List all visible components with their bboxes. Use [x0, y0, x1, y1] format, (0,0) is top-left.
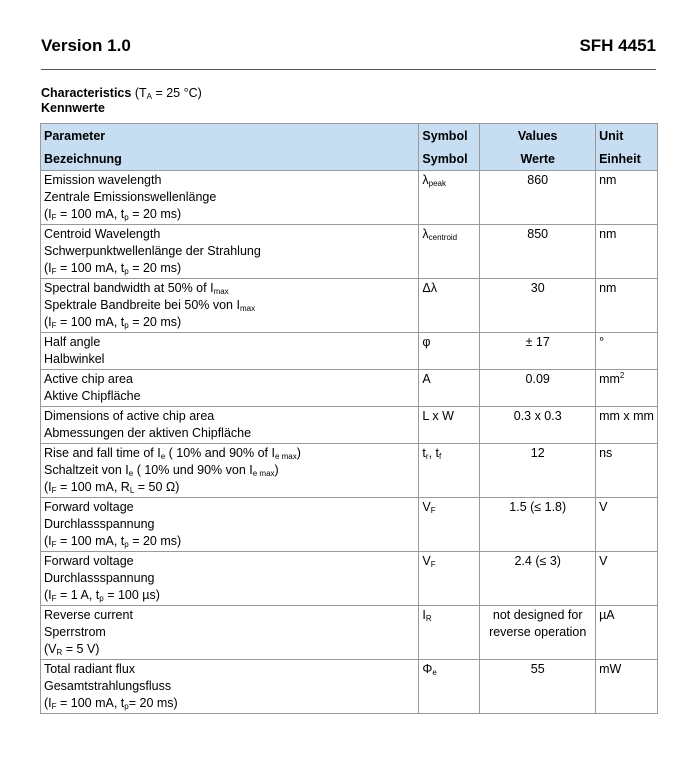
parameter-cell — [41, 225, 419, 279]
parameter-cell — [41, 171, 419, 225]
value-cell: 0.3 x 0.3 — [480, 407, 596, 444]
test-condition: ($I_F = 100$ mA, $R_L = 50$ Ω) — [44, 480, 180, 495]
unit-cell: V — [596, 552, 658, 606]
section-condition: ($T_A = 25$ °C) — [134, 86, 202, 101]
symbol-cell: $I_R$ — [419, 606, 480, 660]
value-cell: 850 — [480, 225, 596, 279]
parameter-de: Sperrstrom — [44, 625, 106, 639]
symbol-cell: A — [419, 370, 480, 407]
test-condition: ($I_F = 100$ mA, $t_p= 20$ ms) — [44, 696, 178, 711]
parameter-de: Spektrale Bandbreite bei 50% von $I_{max}$ — [44, 298, 256, 313]
symbol-cell: $\lambda_{centroid}$ — [419, 225, 480, 279]
test-condition: ($I_F = 100$ mA, $t_p = 20$ ms) — [44, 207, 182, 222]
parameter-en: Rise and fall time of $I_e$ ( 10% and 90% of $I_{e max}$) — [44, 446, 301, 461]
table-row — [41, 279, 658, 333]
parameter-de: Schaltzeit von $I_e$ ( 10% und 90% von $I_{e max}$) — [44, 463, 279, 478]
parameter-de: Durchlassspannung — [44, 517, 155, 531]
unit-cell: ns — [596, 444, 658, 498]
symbol-cell: φ — [419, 333, 480, 370]
col-header-symbol: Symbol — [419, 124, 480, 148]
parameter-de: Aktive Chipfläche — [44, 389, 141, 403]
symbol-cell: $V_F$ — [419, 498, 480, 552]
table-row — [41, 225, 658, 279]
value-cell: 55 — [480, 660, 596, 714]
table-row — [41, 498, 658, 552]
parameter-cell — [41, 407, 419, 444]
parameter-de: Zentrale Emissionswellenlänge — [44, 190, 217, 204]
section-subtitle: Kennwerte — [41, 101, 105, 115]
col-header-bezeichnung: Bezeichnung — [41, 147, 419, 171]
parameter-cell — [41, 498, 419, 552]
parameter-de: Gesamtstrahlungsfluss — [44, 679, 172, 693]
parameter-de: Durchlassspannung — [44, 571, 155, 585]
value-cell: 30 — [480, 279, 596, 333]
parameter-cell — [41, 279, 419, 333]
parameter-de: Halbwinkel — [44, 352, 105, 366]
unit-cell: nm — [596, 225, 658, 279]
header-divider — [41, 69, 656, 70]
part-number: SFH 4451 — [579, 36, 656, 55]
col-header-parameter: Parameter — [41, 124, 419, 148]
table-row — [41, 407, 658, 444]
symbol-cell: L x W — [419, 407, 480, 444]
symbol-cell: $V_F$ — [419, 552, 480, 606]
parameter-en: Emission wavelength — [44, 173, 162, 187]
parameter-cell — [41, 333, 419, 370]
parameter-en: Spectral bandwidth at 50% of $I_{max}$ — [44, 281, 229, 296]
test-condition: ($I_F = 100$ mA, $t_p = 20$ ms) — [44, 315, 182, 330]
header-row-en — [41, 124, 658, 148]
symbol-cell: Δλ — [419, 279, 480, 333]
unit-cell: nm — [596, 279, 658, 333]
unit-cell: mW — [596, 660, 658, 714]
parameter-en: Half angle — [44, 335, 101, 349]
unit-cell: nm — [596, 171, 658, 225]
header-row-de — [41, 147, 658, 171]
parameter-cell — [41, 606, 419, 660]
col-header-werte: Werte — [480, 147, 596, 171]
parameter-en: Reverse current — [44, 608, 133, 622]
table-row — [41, 660, 658, 714]
table-row — [41, 333, 658, 370]
parameter-en: Forward voltage — [44, 554, 134, 568]
parameter-en: Dimensions of active chip area — [44, 409, 215, 423]
unit-cell: ° — [596, 333, 658, 370]
version-label: Version 1.0 — [41, 36, 131, 55]
table-row — [41, 444, 658, 498]
parameter-en: Centroid Wavelength — [44, 227, 161, 241]
parameter-de: Abmessungen der aktiven Chipfläche — [44, 426, 252, 440]
symbol-cell: $\lambda_{peak}$ — [419, 171, 480, 225]
table-row — [41, 370, 658, 407]
table-body — [41, 171, 658, 714]
parameter-de: Schwerpunktwellenlänge der Strahlung — [44, 244, 261, 258]
value-cell: 12 — [480, 444, 596, 498]
parameter-en: Active chip area — [44, 372, 133, 386]
parameter-cell — [41, 552, 419, 606]
symbol-cell: $\Phi_e$ — [419, 660, 480, 714]
value-cell: 0.09 — [480, 370, 596, 407]
unit-cell: V — [596, 498, 658, 552]
unit-cell: $mm^2$ — [596, 370, 658, 407]
test-condition: ($V_R = 5$ V) — [44, 642, 100, 657]
value-cell: not designed for reverse operation — [480, 606, 596, 660]
col-header-values: Values — [480, 124, 596, 148]
value-cell: 1.5 (≤ 1.8) — [480, 498, 596, 552]
value-cell: ± 17 — [480, 333, 596, 370]
parameter-cell — [41, 444, 419, 498]
table-row — [41, 171, 658, 225]
page-header — [41, 36, 656, 56]
symbol-cell: $t_r$, $t_f$ — [419, 444, 480, 498]
value-cell: 2.4 (≤ 3) — [480, 552, 596, 606]
table-row — [41, 606, 658, 660]
col-header-symbol-de: Symbol — [419, 147, 480, 171]
section-heading — [41, 86, 202, 116]
table-row — [41, 552, 658, 606]
characteristics-table — [40, 123, 658, 714]
parameter-cell — [41, 660, 419, 714]
section-title: Characteristics — [41, 86, 132, 100]
parameter-cell — [41, 370, 419, 407]
parameter-en: Total radiant flux — [44, 662, 136, 676]
test-condition: ($I_F = 100$ mA, $t_p = 20$ ms) — [44, 534, 182, 549]
unit-cell: µA — [596, 606, 658, 660]
test-condition: ($I_F = 100$ mA, $t_p = 20$ ms) — [44, 261, 182, 276]
value-cell: 860 — [480, 171, 596, 225]
unit-cell: mm x mm — [596, 407, 658, 444]
col-header-einheit: Einheit — [596, 147, 658, 171]
test-condition: ($I_F = 1$ A, $t_p = 100$ µs) — [44, 588, 160, 603]
parameter-en: Forward voltage — [44, 500, 134, 514]
col-header-unit: Unit — [596, 124, 658, 148]
